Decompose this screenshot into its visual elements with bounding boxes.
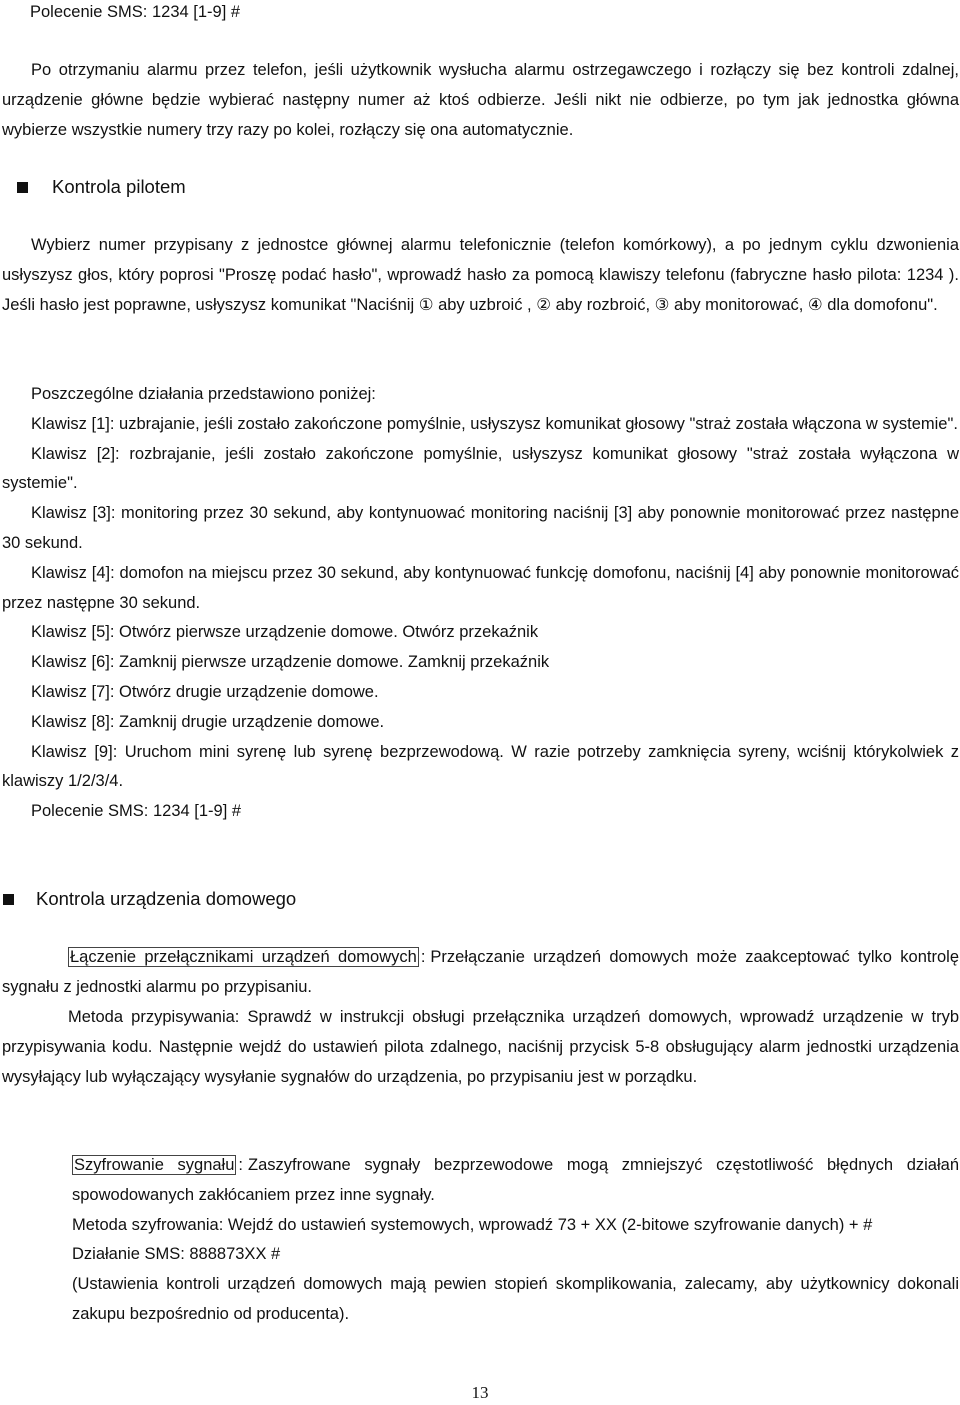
key-7-item: Klawisz [7]: Otwórz drugie urządzenie domowe.	[31, 682, 379, 701]
key-actions-list	[2, 380, 959, 827]
key-9-item: Klawisz [9]: Uruchom mini syrenę lub syrenę bezprzewodową. W razie potrzeby zamknięcia syreny, wciśnij którykolwiek z klawiszy 1/2/3/4.	[2, 742, 959, 791]
heading-home-device-control	[2, 884, 296, 914]
note-paragraph: (Ustawienia kontroli urządzeń domowych mają pewien stopień skomplikowania, zalecamy, aby użytkownicy dokonali zakupu bezpośrednio od producenta).	[72, 1275, 959, 1323]
key-2-item: Klawisz [2]: rozbrajanie, jeśli zostało zakończone pomyślnie, usłyszysz komunikat głosowy "straż została wyłączona w systemie".	[2, 444, 959, 493]
encryption-label: Szyfrowanie sygnału	[74, 1156, 235, 1174]
pilot-sms-command: Polecenie SMS: 1234 [1-9] #	[31, 802, 242, 821]
alarm-paragraph: Po otrzymaniu alarmu przez telefon, jeśli użytkownik wysłucha alarmu ostrzegawczego i rozłączy się bez kontroli zdalnej, urządzenie główne będzie wybierać następny numer aż ktoś odbierze. Jeśli nikt nie odbierze, po tym jak jednostka główna wybierze wszystkie numery trzy razy po kolei, rozłączy się ona automatycznie.	[2, 61, 959, 139]
colon-mark: :	[238, 1156, 243, 1174]
key-3-item: Klawisz [3]: monitoring przez 30 sekund, aby kontynuować monitoring naciśnij [3] aby ponownie monitorować przez następne 30 sekund.	[2, 504, 959, 552]
encryption-method: Metoda szyfrowania: Wejdź do ustawień systemowych, wprowadź 73 + XX (2-bitowe szyfrowanie danych) + #	[72, 1215, 873, 1234]
key-8-item: Klawisz [8]: Zamknij drugie urządzenie domowe.	[31, 712, 385, 731]
sms-action: Działanie SMS: 888873XX #	[72, 1245, 281, 1264]
key-4-item: Klawisz [4]: domofon na miejscu przez 30 sekund, aby kontynuować funkcję domofonu, naciśnij [4] aby ponownie monitorować przez następne 30 sekund.	[2, 563, 959, 612]
encryption-text: Zaszyfrowane sygnały bezprzewodowe mogą zmniejszyć częstotliwość błędnych działań spowodowanych zakłócaniem przez inne sygnały.	[72, 1156, 959, 1204]
encryption-block	[2, 1151, 959, 1330]
actions-title: Poszczególne działania przedstawiono poniżej:	[31, 385, 376, 403]
heading-text: Kontrola urządzenia domowego	[36, 888, 297, 909]
switch-paragraph	[2, 943, 959, 1003]
assign-method-paragraph: Metoda przypisywania: Sprawdź w instrukcji obsługi przełącznika urządzeń domowych, wprowadź urządzenie w tryb przypisywania kodu. Następnie wejdź do ustawień pilota zdalnego, naciśnij przycisk 5-8 obsługujący alarm jednostki urządzenia wysyłający lub wyłączający wysyłanie sygnałów do urządzenia, po przypisaniu jest w porządku.	[2, 1008, 959, 1086]
encryption-paragraph	[72, 1151, 959, 1211]
heading-pilot-control	[16, 172, 186, 202]
key-1-item: Klawisz [1]: uzbrajanie, jeśli zostało zakończone pomyślnie, usłyszysz komunikat głosowy "straż została włączona w systemie".	[31, 414, 958, 433]
square-bullet-icon	[3, 894, 14, 905]
heading-text: Kontrola pilotem	[52, 176, 186, 197]
colon-mark: :	[420, 948, 426, 966]
switch-label: Łączenie przełącznikami urządzeń domowych	[70, 948, 417, 966]
key-5-item: Klawisz [5]: Otwórz pierwsze urządzenie domowe. Otwórz przekaźnik	[31, 623, 539, 642]
pilot-intro-paragraph: Wybierz numer przypisany z jednostce głównej alarmu telefonicznie (telefon komórkowy), a po jednym cyklu dzwonienia usłyszysz głos, który poprosi "Proszę podać hasło", wprowadź hasło za pomocą klawiszy telefonu (fabryczne hasło pilota: 1234 ). Jeśli hasło jest poprawne, usłyszysz komunikat "Naciśnij ① aby uzbroić , ② aby rozbroić, ③ aby monitorować, ④ dla domofonu".	[2, 236, 959, 314]
switch-text: Przełączanie urządzeń domowych może zaakceptować tylko kontrolę sygnału z jednostki alarmu po przypisaniu.	[2, 948, 959, 996]
square-bullet-icon	[17, 182, 28, 193]
page-number: 13	[471, 1383, 489, 1402]
key-6-item: Klawisz [6]: Zamknij pierwsze urządzenie domowe. Zamknij przekaźnik	[31, 653, 550, 672]
top-sms-command: Polecenie SMS: 1234 [1-9] #	[30, 3, 241, 21]
